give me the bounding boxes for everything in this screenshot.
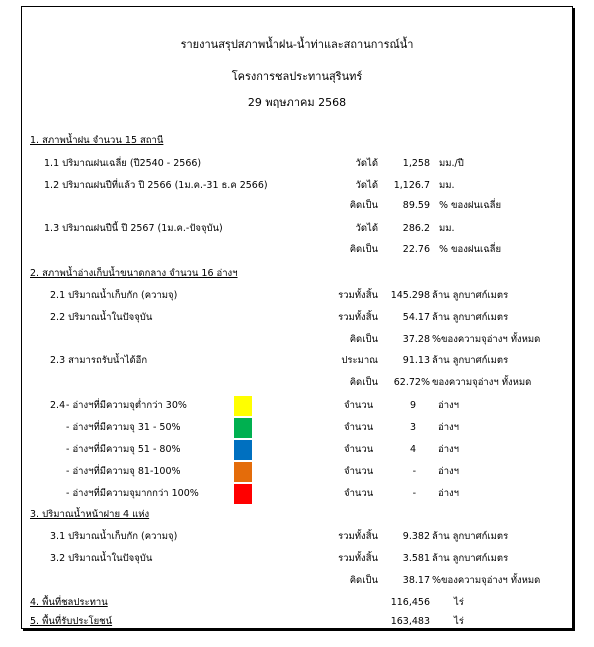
- rain-row-label: 1.3 ปริมาณฝนปีนี้ ปี 2567 (1ม.ค.-ปัจจุบัน): [44, 223, 223, 234]
- weir-row-unit: %ของความจุอ่างฯ ทั้งหมด: [432, 575, 541, 586]
- benefit-area-value: 163,483: [390, 616, 430, 627]
- rain-row-unit: % ของฝนเฉลี่ย: [439, 244, 502, 255]
- irrigation-area-label: 4. พื้นที่ชลประทาน: [30, 597, 108, 608]
- rain-row-unit: มม./ปี: [439, 158, 464, 169]
- weir-row-unit: ล้าน ลูกบาศก์เมตร: [432, 531, 509, 542]
- reservoir-row-kind: คิดเป็น: [349, 334, 378, 345]
- rain-row-value: 22.76: [402, 244, 430, 255]
- level-count: 9: [409, 400, 416, 411]
- level-kind: จำนวน: [344, 422, 374, 433]
- rain-row-unit: มม.: [439, 180, 455, 191]
- level-swatch-blue: [234, 440, 252, 460]
- reservoir-row-unit: ล้าน ลูกบาศก์เมตร: [432, 312, 509, 323]
- report-title: รายงานสรุปสภาพน้ำฝน-น้ำท่าและสถานการณ์น้ำ: [180, 38, 414, 51]
- reservoir-row-value: 145.298: [390, 290, 430, 301]
- reservoir-row-value: 37.28: [402, 334, 430, 345]
- reservoir-row-unit: ของความจุอ่างฯ ทั้งหมด: [432, 377, 532, 388]
- rain-heading: 1. สภาพน้ำฝน จำนวน 15 สถานี: [30, 135, 164, 146]
- reservoir-row-kind: รวมทั้งสิ้น: [338, 312, 378, 323]
- weir-row-label: 3.1 ปริมาณน้ำเก็บกัก (ความจุ): [50, 531, 178, 542]
- rain-row-kind: วัดได้: [355, 180, 378, 191]
- levels-prefix: 2.4: [50, 400, 66, 411]
- reservoir-row-unit: ล้าน ลูกบาศก์เมตร: [432, 355, 509, 366]
- rain-row-unit: % ของฝนเฉลี่ย: [439, 200, 502, 211]
- weir-row-kind: คิดเป็น: [349, 575, 378, 586]
- rain-row-value: 1,258: [402, 158, 430, 169]
- reservoir-row-kind: คิดเป็น: [349, 377, 378, 388]
- level-kind: จำนวน: [344, 488, 374, 499]
- level-label: - อ่างฯที่มีความจุต่ำกว่า 30%: [66, 400, 187, 411]
- level-label: - อ่างฯที่มีความจุมากกว่า 100%: [66, 488, 199, 499]
- level-label: - อ่างฯที่มีความจุ 81-100%: [66, 466, 181, 477]
- level-unit: อ่างฯ: [438, 400, 460, 411]
- reservoir-row-kind: ประมาณ: [341, 355, 378, 366]
- weir-row-value: 9.382: [402, 531, 430, 542]
- level-swatch-orange: [234, 462, 252, 482]
- reservoir-row-label: 2.2 ปริมาณน้ำในปัจจุบัน: [50, 312, 153, 323]
- level-count: 3: [409, 422, 416, 433]
- irrigation-area-unit: ไร่: [454, 597, 464, 608]
- weir-row-value: 3.581: [402, 553, 430, 564]
- level-kind: จำนวน: [344, 444, 374, 455]
- level-count: -: [412, 466, 416, 477]
- rain-row-kind: วัดได้: [355, 158, 378, 169]
- rain-row-value: 89.59: [402, 200, 430, 211]
- rain-row-value: 286.2: [402, 223, 430, 234]
- level-count: 4: [409, 444, 416, 455]
- reservoir-row-label: 2.3 สามารถรับน้ำได้อีก: [50, 355, 148, 366]
- weir-row-unit: ล้าน ลูกบาศก์เมตร: [432, 553, 509, 564]
- rain-row-value: 1,126.7: [393, 180, 430, 191]
- rain-row-unit: มม.: [439, 223, 455, 234]
- level-swatch-red: [234, 484, 252, 504]
- level-unit: อ่างฯ: [438, 422, 460, 433]
- weir-row-label: 3.2 ปริมาณน้ำในปัจจุบัน: [50, 553, 153, 564]
- reservoir-row-label: 2.1 ปริมาณน้ำเก็บกัก (ความจุ): [50, 290, 178, 301]
- level-unit: อ่างฯ: [438, 488, 460, 499]
- rain-row-kind: คิดเป็น: [349, 200, 378, 211]
- level-swatch-yellow: [234, 396, 252, 416]
- reservoir-row-kind: รวมทั้งสิ้น: [338, 290, 378, 301]
- benefit-area-unit: ไร่: [454, 616, 464, 627]
- level-swatch-green: [234, 418, 252, 438]
- rain-row-kind: คิดเป็น: [349, 244, 378, 255]
- irrigation-area-value: 116,456: [390, 597, 430, 608]
- reservoir-row-value: 54.17: [402, 312, 430, 323]
- rain-row-label: 1.1 ปริมาณฝนเฉลี่ย (ปี2540 - 2566): [44, 158, 202, 169]
- reservoir-row-value: 62.72%: [393, 377, 430, 388]
- project-name: โครงการชลประทานสุรินทร์: [231, 70, 363, 83]
- rain-row-label: 1.2 ปริมาณฝนปีที่แล้ว ปี 2566 (1ม.ค.-31 ธ.ค 2566): [44, 180, 268, 191]
- reservoir-heading: 2. สภาพน้ำอ่างเก็บน้ำขนาดกลาง จำนวน 16 อ่างฯ: [30, 268, 238, 279]
- reservoir-row-unit: ล้าน ลูกบาศก์เมตร: [432, 290, 509, 301]
- weir-row-kind: รวมทั้งสิ้น: [338, 553, 378, 564]
- rain-row-kind: วัดได้: [355, 223, 378, 234]
- weir-heading: 3. ปริมาณน้ำหน้าฝาย 4 แห่ง: [30, 509, 150, 520]
- level-label: - อ่างฯที่มีความจุ 31 - 50%: [66, 422, 181, 433]
- weir-row-kind: รวมทั้งสิ้น: [338, 531, 378, 542]
- weir-row-value: 38.17: [402, 575, 430, 586]
- report-date: 29 พฤษภาคม 2568: [247, 96, 347, 109]
- level-unit: อ่างฯ: [438, 444, 460, 455]
- report-sheet: [21, 6, 573, 629]
- level-label: - อ่างฯที่มีความจุ 51 - 80%: [66, 444, 181, 455]
- level-count: -: [412, 488, 416, 499]
- reservoir-row-unit: %ของความจุอ่างฯ ทั้งหมด: [432, 334, 541, 345]
- level-unit: อ่างฯ: [438, 466, 460, 477]
- benefit-area-label: 5. พื้นที่รับประโยชน์: [30, 616, 113, 627]
- level-kind: จำนวน: [344, 466, 374, 477]
- level-kind: จำนวน: [344, 400, 374, 411]
- reservoir-row-value: 91.13: [402, 355, 430, 366]
